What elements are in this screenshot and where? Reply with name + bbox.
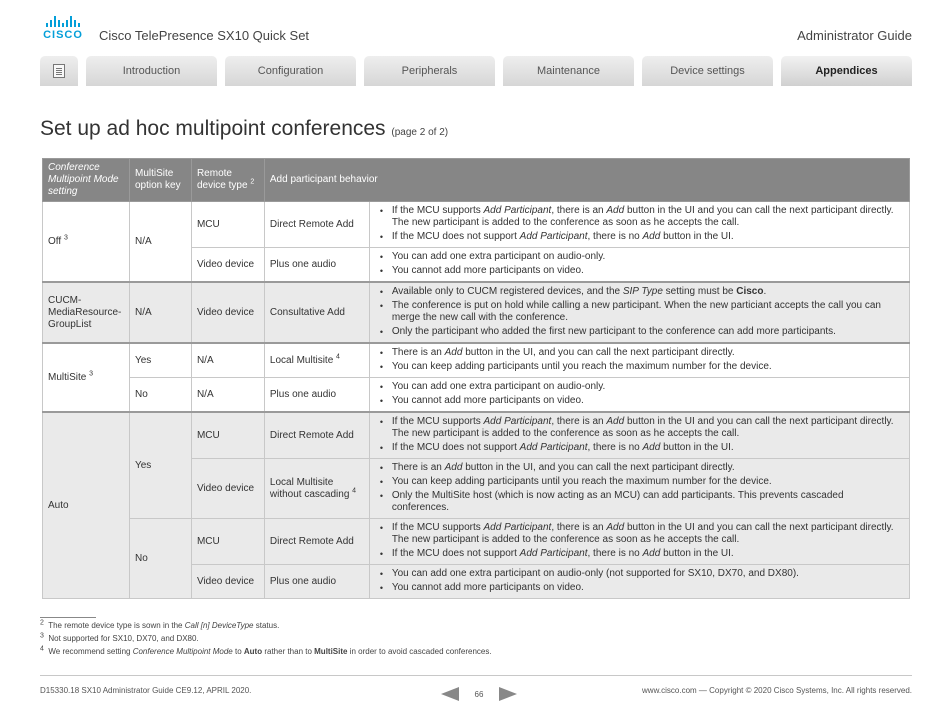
key-cell: Yes xyxy=(129,343,191,378)
multipoint-table xyxy=(42,158,910,599)
page-subtitle: (page 2 of 2) xyxy=(391,127,449,138)
list-item: • If the MCU does not support Add Participant, there is no Add button in the UI. xyxy=(378,548,903,560)
list-item: • You can keep adding participants until you reach the maximum number for the device. xyxy=(378,361,903,373)
footnote-3: $^3$ Not supported for SX10, DX70, and DX80. xyxy=(40,632,199,643)
add-method-cell: Direct Remote Add xyxy=(264,519,369,565)
list-item: • There is an Add button in the UI, and you can call the next participant directly. xyxy=(378,347,903,359)
list-item: • If the MCU supports Add Participant, there is an Add button in the UI and you can call the next participant directly. The new participant is added to the conference as soon as he accepts the call. xyxy=(378,522,903,546)
list-item: • If the MCU does not support Add Participant, there is no Add button in the UI. xyxy=(378,442,903,454)
tab-peripherals[interactable]: Peripherals xyxy=(364,56,495,86)
device-type-cell: Video device xyxy=(191,282,264,343)
table-row xyxy=(43,202,910,248)
list-item: • Only the MultiSite host (which is now acting as an MCU) can add participants. This prevents cascaded conferences. xyxy=(378,490,903,514)
key-cell: No xyxy=(129,378,191,413)
page-navigator xyxy=(441,687,517,701)
list-item: • You can add one extra participant on audio-only (not supported for SX10, DX70, and DX80). xyxy=(378,568,903,580)
cisco-logo-bars-icon xyxy=(40,16,86,27)
behavior-cell xyxy=(369,282,909,343)
device-type-cell: MCU xyxy=(191,202,264,248)
table-row xyxy=(43,282,910,343)
footer-divider xyxy=(40,675,912,676)
tab-introduction[interactable]: Introduction xyxy=(86,56,217,86)
tab-contents[interactable] xyxy=(40,56,78,86)
device-type-cell: MCU xyxy=(191,519,264,565)
add-method-cell: Plus one audio xyxy=(264,565,369,599)
footnote-ref: 4 xyxy=(352,487,357,495)
list-item: • You cannot add more participants on video. xyxy=(378,582,903,594)
list-item: • If the MCU supports Add Participant, there is an Add button in the UI and you can call the next participant directly. The new participant is added to the conference as soon as he accepts the call. xyxy=(378,205,903,229)
tab-maintenance[interactable]: Maintenance xyxy=(503,56,634,86)
list-item: • If the MCU does not support Add Participant, there is no Add button in the UI. xyxy=(378,231,903,243)
list-item: • Only the participant who added the first new participant to the conference can add more participants. xyxy=(378,326,903,338)
device-type-cell: Video device xyxy=(191,565,264,599)
add-method-cell: Plus one audio xyxy=(264,378,369,413)
tab-appendices[interactable]: Appendices xyxy=(781,56,912,86)
cisco-logo-text: CISCO xyxy=(43,29,83,41)
add-method-cell: Consultative Add xyxy=(264,282,369,343)
list-item: • If the MCU supports Add Participant, there is an Add button in the UI and you can call the next participant directly. The new participant is added to the conference as soon as he accepts the call. xyxy=(378,416,903,440)
behavior-cell xyxy=(369,343,909,378)
setting-auto: Auto xyxy=(43,412,130,599)
footnote-ref: 4 xyxy=(336,353,340,361)
add-method-cell: Direct Remote Add xyxy=(264,412,369,459)
list-item: • You cannot add more participants on video. xyxy=(378,265,903,277)
section-tabs xyxy=(40,56,912,86)
setting-label: MultiSite xyxy=(48,371,87,383)
key-cell: N/A xyxy=(129,202,191,283)
list-item: • You cannot add more participants on video. xyxy=(378,395,903,407)
header-remote-text: Remote device type xyxy=(196,168,248,191)
table-header-row xyxy=(43,159,910,202)
footer-doc-id: D15330.18 SX10 Administrator Guide CE9.12, APRIL 2020. xyxy=(40,686,252,695)
add-method-cell: Plus one audio xyxy=(264,248,369,283)
footnote-4: $^4$ We recommend setting Conference Multipoint Mode to Auto rather than to MultiSite in order to avoid cascaded conferences. xyxy=(40,645,492,656)
footnote-ref: 3 xyxy=(89,370,94,378)
tab-device-settings[interactable]: Device settings xyxy=(642,56,773,86)
tab-configuration[interactable]: Configuration xyxy=(225,56,356,86)
header-remote-device-type xyxy=(191,159,264,202)
header-behavior: Add participant behavior xyxy=(264,159,909,202)
behavior-cell xyxy=(369,519,909,565)
device-type-cell: Video device xyxy=(191,248,264,283)
add-method-cell: Local Multisite $^4$ xyxy=(264,343,369,378)
behavior-cell xyxy=(369,248,909,283)
footnote-ref: 3 xyxy=(63,234,68,242)
behavior-cell xyxy=(369,459,909,519)
list-item: • You can add one extra participant on audio-only. xyxy=(378,251,903,263)
footnote-ref: 2 xyxy=(250,178,255,186)
page-title xyxy=(40,117,448,141)
device-type-cell: N/A xyxy=(191,343,264,378)
page-header xyxy=(0,0,950,50)
footnote-2: $^2$ The remote device type is sown in the Call [n] DeviceType status. xyxy=(40,619,280,630)
document-title: Cisco TelePresence SX10 Quick Set xyxy=(99,28,310,43)
page-number: 66 xyxy=(474,690,484,699)
list-item: • You can keep adding participants until you reach the maximum number for the device. xyxy=(378,476,903,488)
setting-cucm: CUCM-MediaResource-GroupList xyxy=(43,282,130,343)
device-type-cell: MCU xyxy=(191,412,264,459)
add-method-cell: Local Multisite without cascading $^4$ xyxy=(264,459,369,519)
setting-multisite xyxy=(43,343,130,412)
table-row xyxy=(43,378,910,413)
page-title-text: Set up ad hoc multipoint conferences xyxy=(40,117,386,140)
header-multisite-key: MultiSite option key xyxy=(129,159,191,202)
guide-title: Administrator Guide xyxy=(797,28,912,43)
key-cell: N/A xyxy=(129,282,191,343)
device-type-cell: N/A xyxy=(191,378,264,413)
document-icon xyxy=(53,64,65,78)
footnotes xyxy=(40,620,492,659)
behavior-cell xyxy=(369,412,909,459)
list-item: • There is an Add button in the UI, and you can call the next participant directly. xyxy=(378,462,903,474)
add-method-cell: Direct Remote Add xyxy=(264,202,369,248)
table-row xyxy=(43,343,910,378)
list-item: • Available only to CUCM registered devices, and the SIP Type setting must be Cisco. xyxy=(378,286,903,298)
header-mode-setting: Conference Multipoint Mode setting xyxy=(43,159,130,202)
cisco-logo[interactable] xyxy=(40,16,86,42)
next-page-arrow-icon[interactable] xyxy=(499,687,517,701)
previous-page-arrow-icon[interactable] xyxy=(441,687,459,701)
key-cell: Yes xyxy=(129,412,191,519)
footnote-divider xyxy=(40,617,96,618)
device-type-cell: Video device xyxy=(191,459,264,519)
behavior-cell xyxy=(369,202,909,248)
table-row xyxy=(43,519,910,565)
list-item: • You can add one extra participant on audio-only. xyxy=(378,381,903,393)
behavior-cell xyxy=(369,378,909,413)
list-item: • The conference is put on hold while calling a new participant. When the new particiant accepts the call you can merge the new call with the conference. xyxy=(378,300,903,324)
key-cell: No xyxy=(129,519,191,599)
footer-copyright[interactable]: www.cisco.com — Copyright © 2020 Cisco Systems, Inc. All rights reserved. xyxy=(642,686,912,695)
setting-off xyxy=(43,202,130,283)
table-row xyxy=(43,412,910,459)
behavior-cell xyxy=(369,565,909,599)
setting-label: Off xyxy=(48,235,62,247)
